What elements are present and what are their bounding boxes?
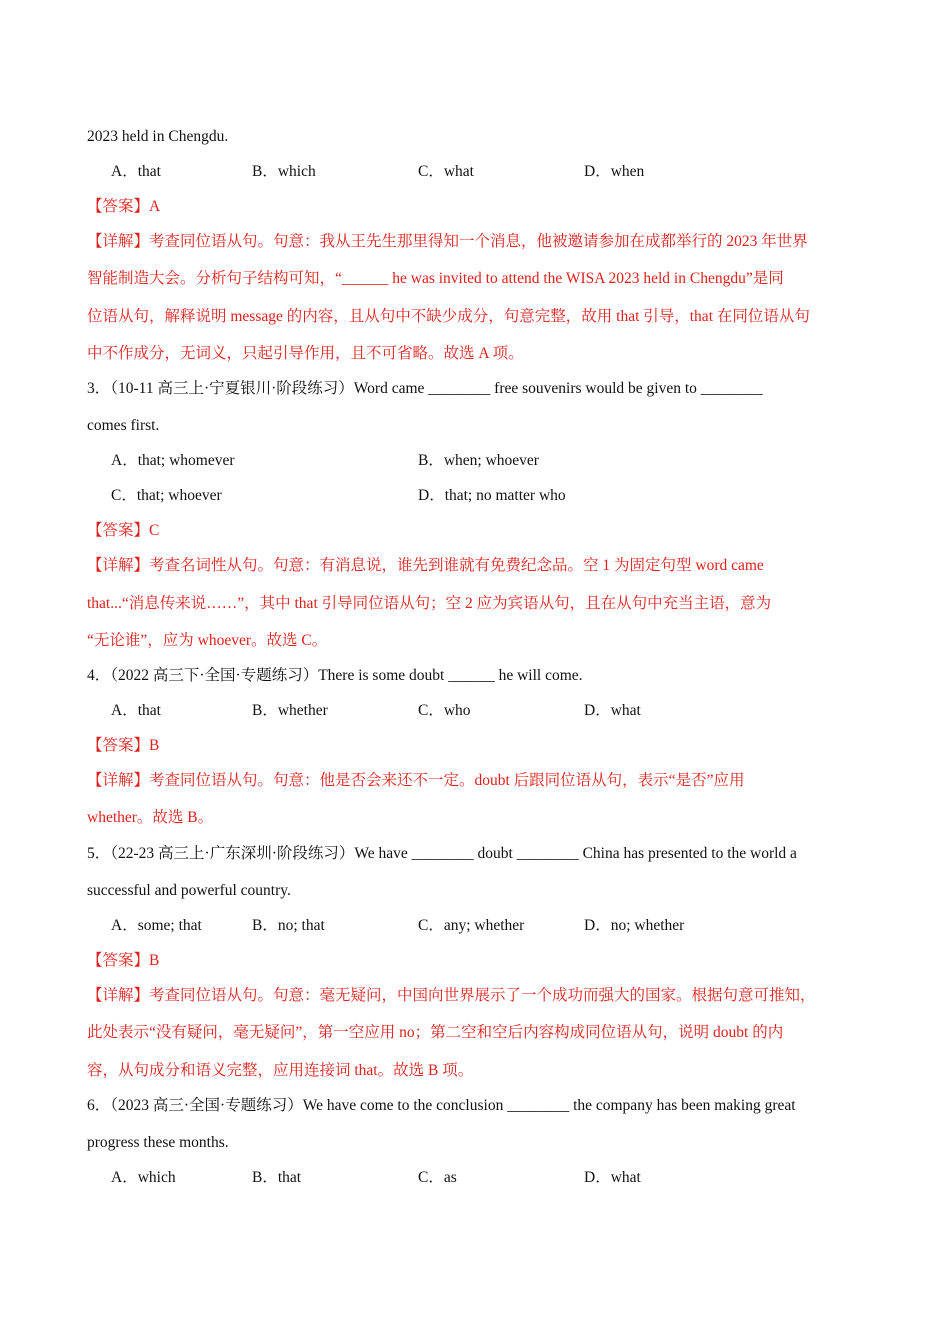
q3-answer: 【答案】C [87, 522, 160, 539]
question-4-stem: 4．（2022 高三下·全国·专题练习）There is some doubt ______ he will come. [87, 667, 583, 684]
q5-detail-line: 【详解】考查同位语从句。句意：毫无疑问，中国向世界展示了一个成功而强大的国家。根据句意可推知， [87, 987, 816, 1004]
question-6-stem: progress these months. [87, 1134, 229, 1151]
question-5-stem: successful and powerful country. [87, 882, 291, 899]
q2-detail-line: 智能制造大会。分析句子结构可知，“______ he was invited to attend the WISA 2023 held in Chengdu”是同 [87, 270, 784, 287]
q4-detail-line: whether。故选 B。 [87, 809, 214, 826]
q4-option-d: D．what [584, 702, 641, 719]
question-2-stem-tail: 2023 held in Chengdu. [87, 128, 229, 145]
question-6-stem: 6．（2023 高三·全国·专题练习）We have come to the conclusion ________ the company has been making great [87, 1097, 796, 1114]
q3-option-c: C．that; whoever [111, 487, 222, 504]
q5-option-c: C．any; whether [418, 917, 525, 934]
q5-option-a: A．some; that [111, 917, 202, 934]
q3-option-d: D．that; no matter who [418, 487, 566, 504]
q2-detail-line: 【详解】考查同位语从句。句意：我从王先生那里得知一个消息，他被邀请参加在成都举行的 2023 年世界 [87, 233, 808, 250]
q2-answer: 【答案】A [87, 198, 161, 215]
q4-detail-line: 【详解】考查同位语从句。句意：他是否会来还不一定。doubt 后跟同位语从句，表示“是否”应用 [87, 772, 745, 789]
q3-option-a: A．that; whomever [111, 452, 235, 469]
q5-detail-line: 容，从句成分和语义完整，应用连接词 that。故选 B 项。 [87, 1062, 474, 1079]
q3-option-b: B．when; whoever [418, 452, 539, 469]
q2-option-b: B．which [252, 163, 316, 180]
q4-option-a: A．that [111, 702, 161, 719]
q3-detail-line: “无论谁”，应为 whoever。故选 C。 [87, 632, 328, 649]
question-3-stem: 3．（10-11 高三上·宁夏银川·阶段练习）Word came ________ free souvenirs would be given to ________ [87, 380, 763, 397]
q2-option-c: C．what [418, 163, 474, 180]
q6-option-b: B．that [252, 1169, 302, 1186]
q5-detail-line: 此处表示“没有疑问，毫无疑问”，第一空应用 no；第二空和空后内容构成同位语从句，说明 doubt 的内 [87, 1024, 784, 1041]
q2-option-a: A．that [111, 163, 161, 180]
q5-answer: 【答案】B [87, 952, 160, 969]
q6-option-d: D．what [584, 1169, 641, 1186]
q6-option-a: A．which [111, 1169, 176, 1186]
q4-option-c: C．who [418, 702, 471, 719]
q2-detail-line: 位语从句，解释说明 message 的内容，且从句中不缺少成分，句意完整，故用 that 引导，that 在同位语从句 [87, 308, 810, 325]
q3-detail-line: that...“消息传来说……”，其中 that 引导同位语从句；空 2 应为宾语从句，且在从句中充当主语，意为 [87, 595, 772, 612]
q4-answer: 【答案】B [87, 737, 160, 754]
q2-detail-line: 中不作成分，无词义，只起引导作用，且不可省略。故选 A 项。 [87, 345, 524, 362]
q6-option-c: C．as [418, 1169, 457, 1186]
q2-option-d: D．when [584, 163, 645, 180]
question-5-stem: 5．（22-23 高三上·广东深圳·阶段练习）We have ________ doubt ________ China has presented to the world a [87, 845, 797, 862]
question-3-stem: comes first. [87, 417, 160, 434]
q4-option-b: B．whether [252, 702, 328, 719]
q5-option-b: B．no; that [252, 917, 325, 934]
q3-detail-line: 【详解】考查名词性从句。句意：有消息说，谁先到谁就有免费纪念品。空 1 为固定句型 word came [87, 557, 764, 574]
q5-option-d: D．no; whether [584, 917, 685, 934]
